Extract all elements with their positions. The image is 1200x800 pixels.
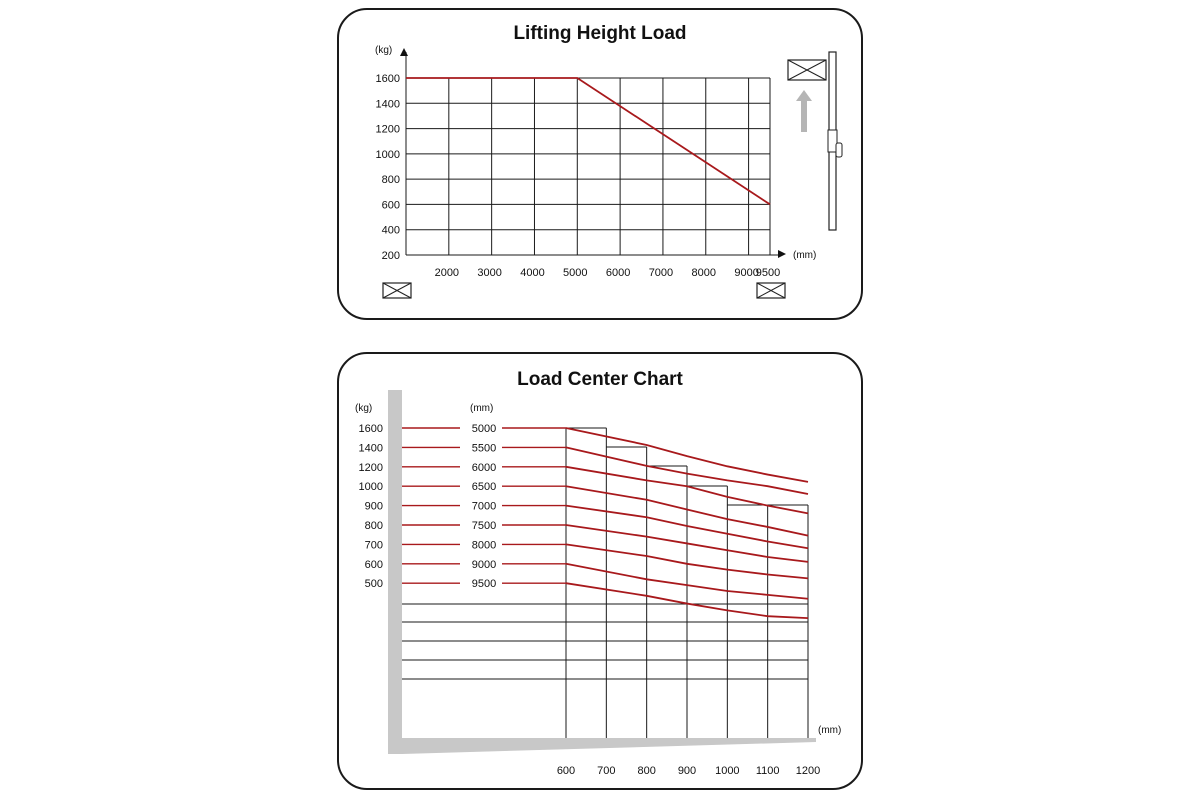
pallet-icon (788, 60, 826, 80)
chart1-x-tick-label: 2000 (434, 267, 460, 279)
chart2-height-label: 5000 (471, 423, 497, 435)
chart2-height-label: 6000 (471, 461, 497, 474)
chart2-weight-label: 500 (364, 578, 383, 591)
chart2-height-label: 6500 (471, 481, 497, 494)
y-axis-arrow-icon (400, 48, 408, 56)
chart2-weight-label: 800 (364, 520, 383, 532)
chart2-weight-label: 1400 (358, 442, 383, 455)
pallet-icon (757, 283, 785, 298)
chart2-weight-label: 1000 (358, 481, 383, 494)
chart1-series (406, 78, 770, 204)
chart1-x-ticks (435, 267, 781, 279)
chart1-title: Lifting Height Load (513, 23, 687, 44)
chart2-height-unit: (mm) (470, 403, 494, 414)
x-axis-arrow-icon (778, 250, 786, 258)
chart2-x-ticks (557, 765, 820, 777)
chart1-y-tick-label: 1600 (375, 73, 400, 85)
chart1-x-unit: (mm) (793, 250, 817, 261)
chart1-y-ticks (376, 73, 400, 262)
chart2-x-tick-label: 900 (677, 765, 697, 777)
chart2-weight-label: 1600 (358, 423, 383, 435)
up-arrow-icon (796, 90, 812, 132)
chart2-height-label: 9000 (471, 558, 497, 571)
chart2-grid (402, 428, 808, 738)
chart2-height-label: 8000 (471, 539, 497, 552)
chart1-y-tick-label: 600 (381, 199, 400, 212)
chart2-x-tick-label: 600 (556, 765, 576, 777)
chart2-x-tick-label: 800 (637, 765, 656, 777)
chart1-x-tick-label: 8000 (691, 267, 717, 279)
chart2-x-unit: (mm) (818, 725, 842, 736)
chart1-y-unit: (kg) (375, 45, 393, 56)
chart2-x-tick-label: 700 (597, 765, 616, 777)
chart1-x-tick-label: 5000 (563, 267, 588, 279)
chart1-x-tick-label: 7000 (648, 267, 674, 279)
chart1-x-tick-label: 3000 (477, 267, 502, 279)
pallet-icon (383, 283, 411, 298)
chart2-x-tick-label: 1200 (795, 765, 821, 777)
chart1-x-tick-label: 6000 (605, 267, 631, 279)
chart2-title: Load Center Chart (517, 369, 683, 390)
chart1-series-line (406, 78, 770, 204)
chart1-y-tick-label: 400 (381, 224, 400, 237)
chart1-x-tick-label: 4000 (520, 267, 545, 279)
chart1-y-tick-label: 1000 (375, 148, 400, 161)
chart2-y-unit: (kg) (355, 403, 373, 414)
chart2-weight-label: 700 (364, 539, 383, 552)
chart1-y-tick-label: 200 (381, 250, 400, 262)
chart2-x-tick-label: 1100 (755, 765, 780, 777)
chart2-height-label: 5500 (471, 442, 497, 455)
chart2-weight-label: 600 (364, 558, 383, 571)
chart2-height-label: 7500 (471, 520, 497, 532)
chart1-grid (406, 52, 782, 255)
chart1-y-tick-label: 800 (381, 174, 400, 187)
chart1-y-tick-label: 1400 (375, 98, 400, 111)
chart2-height-label: 7000 (471, 500, 497, 513)
chart1-x-tick-label: 9500 (755, 267, 781, 279)
chart2-weight-label: 900 (364, 500, 383, 513)
chart2-x-tick-label: 1000 (715, 765, 740, 777)
chart2-height-label: 9500 (471, 578, 497, 591)
chart1-y-tick-label: 1200 (375, 123, 400, 136)
chart1-x-tick-label: 9000 (734, 267, 759, 279)
mast-icon (828, 52, 842, 230)
chart2-weight-label: 1200 (358, 461, 383, 474)
